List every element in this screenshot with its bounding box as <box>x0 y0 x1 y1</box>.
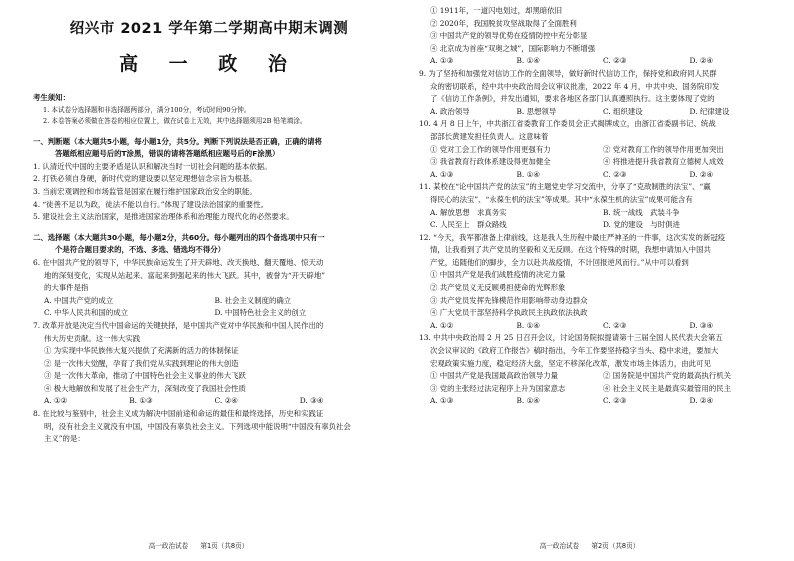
statement-1: ① 1911年，一道闪电划过，却黑暗依旧 <box>430 6 563 15</box>
question-12-line: 情，让我看到了共产党员的坚毅和义无反顾。在这个特殊的时期，我想申请加入中国共 <box>430 245 711 255</box>
question-10-statements-row <box>419 144 776 157</box>
notice-heading: 考生须知： <box>33 93 70 102</box>
statement-1: ① 中国共产党是我们战胜疫情的决定力量 <box>430 270 566 280</box>
question-11-line: 11. 某校在“论中国共产党的法宝”的主题党史学习交流中，分享了“克敌制胜的法宝”、“赢 <box>419 182 711 192</box>
section-1-title: 一、判断题（本大题共5小题，每小题1分，共5分。判断下列说法是否正确，正确的请将 <box>33 136 322 146</box>
judgment-5: 5. 建设社会主义法治国家，是推进国家治理体系和治理能力现代化的必然要求。 <box>33 212 294 222</box>
option-b: B. 统一战线 武装斗争 <box>603 207 680 217</box>
question-6-line: 地的深刻变化，实现从站起来、富起来到强起来的伟大飞跃。其中，被誉为“开天辟地” <box>44 270 326 280</box>
question-13-statements-row <box>419 383 776 396</box>
notice-line-1: 1. 本试卷分选择题和非选择题两部分，满分100分，考试时间90分钟。 <box>43 105 251 114</box>
option-c: C. 人民至上 群众路线 <box>430 220 507 230</box>
question-10-statements-row <box>419 156 776 169</box>
judgment-2: 2. 打铁必须自身硬，新时代党的建设要以坚定理想信念宗旨为根基。 <box>33 174 257 184</box>
question-10-line: 部部长黄建发担任负责人。这意味着 <box>430 131 549 141</box>
section-2-title-cont: 个是符合题目要求的，不选、多选、错选均不得分） <box>55 245 225 255</box>
question-12-options <box>419 320 776 333</box>
question-6-line: 的大事件是指 <box>44 283 89 293</box>
statement-1: ① 为实现中华民族伟大复兴提供了充满新的活力的体制保证 <box>44 346 239 356</box>
option-b: B. 社会主义制度的确立 <box>214 295 292 305</box>
judgment-3: 3. 当前宏观调控和市场监管是国家在履行维护国家政治安全的职能。 <box>33 186 257 196</box>
option-d: D. ②④ <box>689 169 714 179</box>
section-2-title: 二、选择题（本大题共30小题，每小题2分，共60分。每小题列出的四个备选项中只有一 <box>33 232 325 242</box>
question-10-line: 10. 4 月 8 日上午，中共浙江省委教育工作委员会正式揭牌成立，由浙江省委副书记、统战 <box>419 119 716 129</box>
option-a: A. ①③ <box>430 169 454 179</box>
statement-3: ③ 共产党员发挥先锋模范作用影响带动身边群众 <box>430 295 588 305</box>
option-c: C. ②③ <box>603 169 627 179</box>
question-8-line: 8. 在比较与鉴别中，社会主义成为解决中国前途和命运的最佳和最终选择，历史和实践证 <box>33 409 324 419</box>
option-b: B. 思想领导 <box>516 106 557 116</box>
option-a: A. ①② <box>430 320 454 330</box>
option-c: C. ②④ <box>214 396 238 406</box>
option-c: C. ②③ <box>603 320 627 330</box>
question-11 <box>419 181 776 231</box>
option-c: C. 中华人民共和国的成立 <box>44 308 128 318</box>
notice-line-2: 2. 本卷答案必须做在答卷的相应位置上，做在试卷上无效，其中选择题须用2B 铅笔填涂。 <box>43 117 307 126</box>
question-7-options <box>33 395 385 408</box>
question-6-options-row <box>33 307 385 320</box>
option-d: D. 党的建设 与时俱进 <box>603 220 680 230</box>
option-b: B. ①③ <box>129 396 153 406</box>
option-d: D. ②④ <box>689 56 714 66</box>
statement-3: ③ 中国共产党的领导优势在疫情防控中充分彰显 <box>430 31 588 41</box>
question-12-line: 产党，追随他们的脚步，全力以赴共战疫情，不计回报逆风而行。”从中可以看到 <box>430 257 689 267</box>
option-d: D. ②④ <box>689 396 714 406</box>
statement-1: ① 党对工会工作的领导作用更强有力 <box>430 144 551 154</box>
question-9 <box>419 68 776 118</box>
question-13-line: 宏观政策实施力度，稳定经济大盘，坚定不移深化改革，激发市场主体活力，由此可见 <box>430 358 711 368</box>
statement-3: ③ 是一次伟大革命，推动了中国特色社会主义事业的伟大飞跃 <box>44 371 246 381</box>
question-9-options <box>419 106 776 119</box>
question-8 <box>33 408 385 446</box>
exam-title: 绍兴市 2021 学年第二学期高中期末调测 <box>69 21 349 37</box>
question-12 <box>419 232 776 333</box>
statement-2: ② 共产党员义无反顾勇担使命的光辉形象 <box>430 283 566 293</box>
question-11-options-row <box>419 219 776 232</box>
question-13 <box>419 332 776 408</box>
judgment-4: 4. “徒善不足以为政，徒法不能以自行。”体现了建设法治国家的重要性。 <box>33 199 268 209</box>
option-c: C. ②③ <box>603 56 627 66</box>
statement-3: ③ 党的主张经过法定程序上升为国家意志 <box>430 383 566 393</box>
question-9-line: 了《信访工作条例》，并发出通知，要求各地区各部门认真遵照执行。这主要体现了党的 <box>430 94 715 104</box>
question-9-line: 众的密切联系，经中共中央政治局会议审议批准，2022 年 4 月，中共中央、国务院印发 <box>430 81 720 91</box>
option-b: B. ①④ <box>516 169 540 179</box>
statement-1: ① 中国共产党是我国最高政治领导力量 <box>430 371 558 381</box>
option-a: A. 中国共产党的成立 <box>44 295 114 305</box>
statement-2: ② 党对教育工作的领导作用更加突出 <box>603 144 724 154</box>
option-a: A. ①② <box>44 396 68 406</box>
statement-2: ② 是一次伟大觉醒，孕育了我们党从实践到理论的伟大创造 <box>44 358 239 368</box>
option-c: C. 组织建设 <box>603 106 643 116</box>
statement-4: ④ 北京成为首座“双奥之城”，国际影响力不断增强 <box>430 43 596 53</box>
question-6-options-row <box>33 295 385 308</box>
question-13-line: 次会议审议的《政府工作报告》稿时指出，今年工作要坚持稳字当头、稳中求进，要加大 <box>430 346 719 356</box>
page-1-footer: 高一政治试卷 第1页（共8页） <box>148 542 249 551</box>
statement-4: ④ 广大党员干部坚持科学执政民主执政依法执政 <box>430 308 588 318</box>
question-6 <box>33 257 385 320</box>
question-7-line: 伟大历史贡献。这一伟大实践 <box>44 333 141 343</box>
question-9-line: 9. 为了坚持和加强党对信访工作的全面领导，做好新时代信访工作，保持党和政府同人民群 <box>419 68 717 78</box>
option-d: D. ③④ <box>689 320 714 330</box>
option-b: B. ①④ <box>516 320 540 330</box>
statement-2: ② 2020年，我国脱贫攻坚战取得了全面胜利 <box>430 18 577 28</box>
option-c: C. ②③ <box>603 396 627 406</box>
statement-2: ② 国务院是中国共产党的最高执行机关 <box>603 371 731 381</box>
statement-4: ④ 将推进提升我省教育立德树人成效 <box>603 157 724 167</box>
option-d: D. 中国特色社会主义的创立 <box>214 308 307 318</box>
option-a: A. 解放思想 求真务实 <box>430 207 507 217</box>
question-8-line: 明，没有社会主义就没有中国，中国没有辜负社会主义。下列选项中能说明“中国没有辜负社会 <box>44 421 351 431</box>
question-13-options <box>419 395 776 408</box>
subject-title: 高 一 政 治 <box>119 53 299 75</box>
question-11-line: 得民心的法宝”、“永葆生机的法宝”等成果。其中“永葆生机的法宝”成果可能含有 <box>430 194 693 204</box>
question-12-line: 12. “今天，我军都准备上律前线，这是我人生历程中最庄严神圣的一件事，这次实发的新冠疫 <box>419 232 726 242</box>
question-13-statements-row <box>419 370 776 383</box>
statement-4: ④ 极大地解放和发展了社会生产力，深刻改变了我国社会性质 <box>44 383 246 393</box>
section-1-title-cont: 答题纸相应题号后的T涂黑，错误的请将答题纸相应题号后的F涂黑） <box>55 149 280 159</box>
question-7 <box>33 320 385 408</box>
option-d: D. ③④ <box>299 396 324 406</box>
option-a: A. ①③ <box>430 56 454 66</box>
option-b: B. ①④ <box>516 56 540 66</box>
question-10 <box>419 118 776 181</box>
statement-4: ④ 社会主义民主是最真实最管用的民主 <box>603 383 731 393</box>
page-2-footer: 高一政治试卷 第2页（共8页） <box>539 542 640 551</box>
page-2 <box>397 0 794 561</box>
option-a: A. ①③ <box>430 396 454 406</box>
question-10-options <box>419 169 776 182</box>
question-13-line: 13. 中共中央政治局 2 月 25 日召开会议，讨论国务院拟提请第十三届全国人民代表大会第五 <box>419 333 723 343</box>
question-6-line: 6. 在中国共产党的领导下，中华民族命运发生了开天辟地、改天换地、翻天覆地、惊天动 <box>33 257 324 267</box>
question-8-continued <box>419 5 776 68</box>
question-7-line: 7. 改革开放是决定当代中国命运的关键抉择，是中国共产党对中华民族和中国人民作出的 <box>33 320 324 330</box>
question-8-options <box>419 55 776 68</box>
statement-3: ③ 我省教育行政体系建设得更加健全 <box>430 157 551 167</box>
option-b: B. ①④ <box>516 396 540 406</box>
question-11-options-row <box>419 207 776 220</box>
option-a: A. 政治领导 <box>430 106 470 116</box>
question-8-line: 主义”的是： <box>44 434 85 444</box>
option-d: D. 纪律建设 <box>689 106 730 116</box>
judgment-1: 1. 认清近代中国的主要矛盾是认识和解决当时一切社会问题的基本依据。 <box>33 161 272 171</box>
